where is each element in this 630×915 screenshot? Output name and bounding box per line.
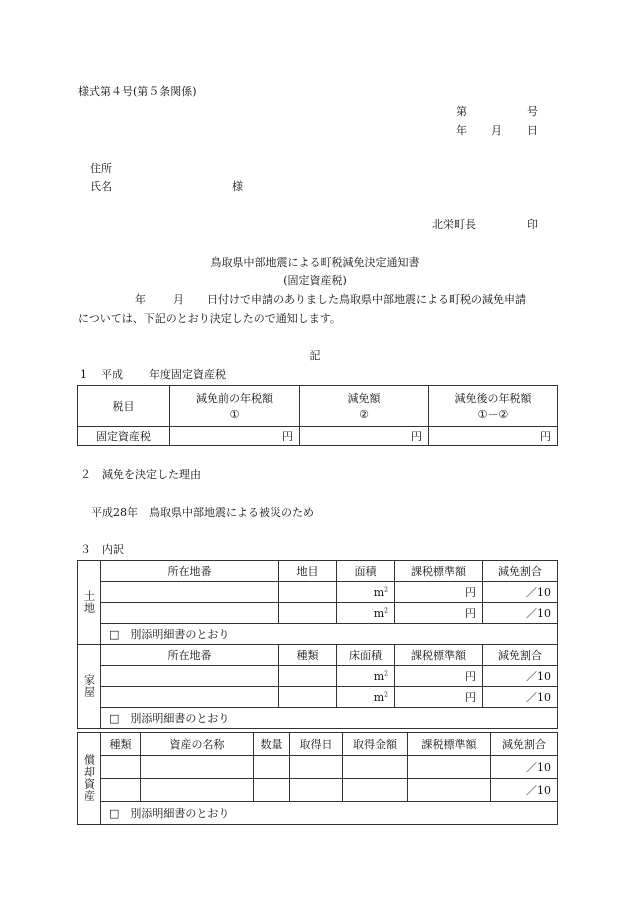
section1-heading: 年度固定資産税 bbox=[149, 368, 226, 381]
house-col-location: 所在地番 bbox=[101, 645, 279, 666]
sqm-unit: $m^2$ bbox=[337, 603, 395, 624]
col-tax-type: 税目 bbox=[78, 386, 170, 427]
date-day: 日 bbox=[527, 124, 538, 137]
table-row bbox=[78, 603, 558, 624]
table-row bbox=[78, 687, 558, 708]
body-month: 月 bbox=[173, 293, 184, 306]
ratio-unit: ／10 bbox=[483, 666, 558, 687]
yen-unit: 円 bbox=[395, 687, 483, 708]
ratio-unit: ／10 bbox=[483, 582, 558, 603]
row-tax-type: 固定資産税 bbox=[78, 427, 170, 446]
before-yen: 円 bbox=[170, 427, 300, 446]
ratio-unit: ／10 bbox=[491, 756, 558, 779]
tax-summary-table bbox=[77, 385, 558, 446]
dep-col-base: 課税標準額 bbox=[408, 733, 491, 756]
depreciable-label-cell bbox=[78, 733, 101, 825]
depreciable-label: 償却資産 bbox=[82, 753, 96, 802]
land-label-cell bbox=[78, 561, 101, 645]
name-label: 氏名 bbox=[90, 180, 112, 193]
section2-heading: ２ 減免を決定した理由 bbox=[80, 468, 201, 481]
body-line-2: については、下記のとおり決定したので通知します。 bbox=[78, 312, 341, 325]
address-label: 住所 bbox=[90, 162, 112, 175]
land-col-location: 所在地番 bbox=[101, 561, 279, 582]
after-yen: 円 bbox=[429, 427, 558, 446]
breakdown-table bbox=[77, 560, 558, 729]
col-reduction-mark: ② bbox=[359, 407, 369, 421]
document-title: 鳥取県中部地震による町税減免決定通知書 bbox=[210, 256, 420, 269]
yen-unit: 円 bbox=[395, 666, 483, 687]
yen-unit: 円 bbox=[395, 603, 483, 624]
sqm-unit: $m^2$ bbox=[337, 582, 395, 603]
doc-number-suffix: 号 bbox=[527, 105, 538, 118]
form-number: 様式第４号(第５条関係) bbox=[78, 85, 197, 98]
house-col-ratio: 減免割合 bbox=[483, 645, 558, 666]
col-before bbox=[170, 386, 300, 427]
col-reduction bbox=[300, 386, 429, 427]
section3-heading: ３ 内訳 bbox=[80, 543, 124, 556]
table-row bbox=[78, 666, 558, 687]
date-year: 年 bbox=[456, 124, 467, 137]
dep-col-acquired-amount: 取得金額 bbox=[343, 733, 408, 756]
body-line-1: 日付けで申請のありました鳥取県中部地震による町税の減免申請 bbox=[207, 293, 526, 306]
table-row bbox=[78, 582, 558, 603]
land-col-base: 課税標準額 bbox=[395, 561, 483, 582]
land-checkbox-note: □ 別添明細書のとおり bbox=[101, 624, 558, 645]
house-col-floor-area: 床面積 bbox=[337, 645, 395, 666]
ratio-unit: ／10 bbox=[483, 687, 558, 708]
body-year: 年 bbox=[135, 293, 146, 306]
table-row bbox=[78, 756, 558, 779]
dep-col-acquired-date: 取得日 bbox=[290, 733, 343, 756]
dep-col-asset-name: 資産の名称 bbox=[141, 733, 254, 756]
table-row bbox=[78, 779, 558, 802]
col-after-mark: ①－② bbox=[477, 407, 509, 421]
reduction-yen: 円 bbox=[300, 427, 429, 446]
section1-number: 1 bbox=[80, 368, 87, 381]
dep-col-ratio: 減免割合 bbox=[491, 733, 558, 756]
ratio-unit: ／10 bbox=[491, 779, 558, 802]
sqm-unit: $m^2$ bbox=[337, 687, 395, 708]
house-label-cell bbox=[78, 645, 101, 729]
land-col-ratio: 減免割合 bbox=[483, 561, 558, 582]
ki-mark: 記 bbox=[309, 349, 321, 362]
house-col-base: 課税標準額 bbox=[395, 645, 483, 666]
issuer-seal: 印 bbox=[527, 218, 538, 231]
ratio-unit: ／10 bbox=[483, 603, 558, 624]
section1-era: 平成 bbox=[101, 368, 123, 381]
house-col-kind: 種類 bbox=[279, 645, 337, 666]
col-after bbox=[429, 386, 558, 427]
land-col-category: 地目 bbox=[279, 561, 337, 582]
house-label: 家屋 bbox=[82, 673, 96, 698]
date-month: 月 bbox=[491, 124, 502, 137]
depreciable-assets-table bbox=[77, 732, 558, 825]
dep-col-kind: 種類 bbox=[101, 733, 141, 756]
col-before-mark: ① bbox=[229, 407, 240, 421]
land-label: 土地 bbox=[82, 589, 96, 614]
document-subtitle: (固定資産税) bbox=[283, 274, 347, 287]
yen-unit: 円 bbox=[395, 582, 483, 603]
section2-reason: 平成28年 鳥取県中部地震による被災のため bbox=[91, 506, 314, 519]
land-col-area: 面積 bbox=[337, 561, 395, 582]
sqm-unit: $m^2$ bbox=[337, 666, 395, 687]
col-after-label: 減免後の年税額 bbox=[454, 391, 532, 405]
dep-col-quantity: 数量 bbox=[254, 733, 290, 756]
col-reduction-label: 減免額 bbox=[347, 391, 381, 405]
col-before-label: 減免前の年税額 bbox=[196, 391, 273, 405]
house-checkbox-note: □ 別添明細書のとおり bbox=[101, 708, 558, 729]
honorific: 様 bbox=[232, 180, 243, 193]
issuer-name: 北栄町長 bbox=[432, 218, 476, 231]
depreciable-checkbox-note: □ 別添明細書のとおり bbox=[101, 802, 558, 825]
doc-number-prefix: 第 bbox=[456, 105, 467, 118]
